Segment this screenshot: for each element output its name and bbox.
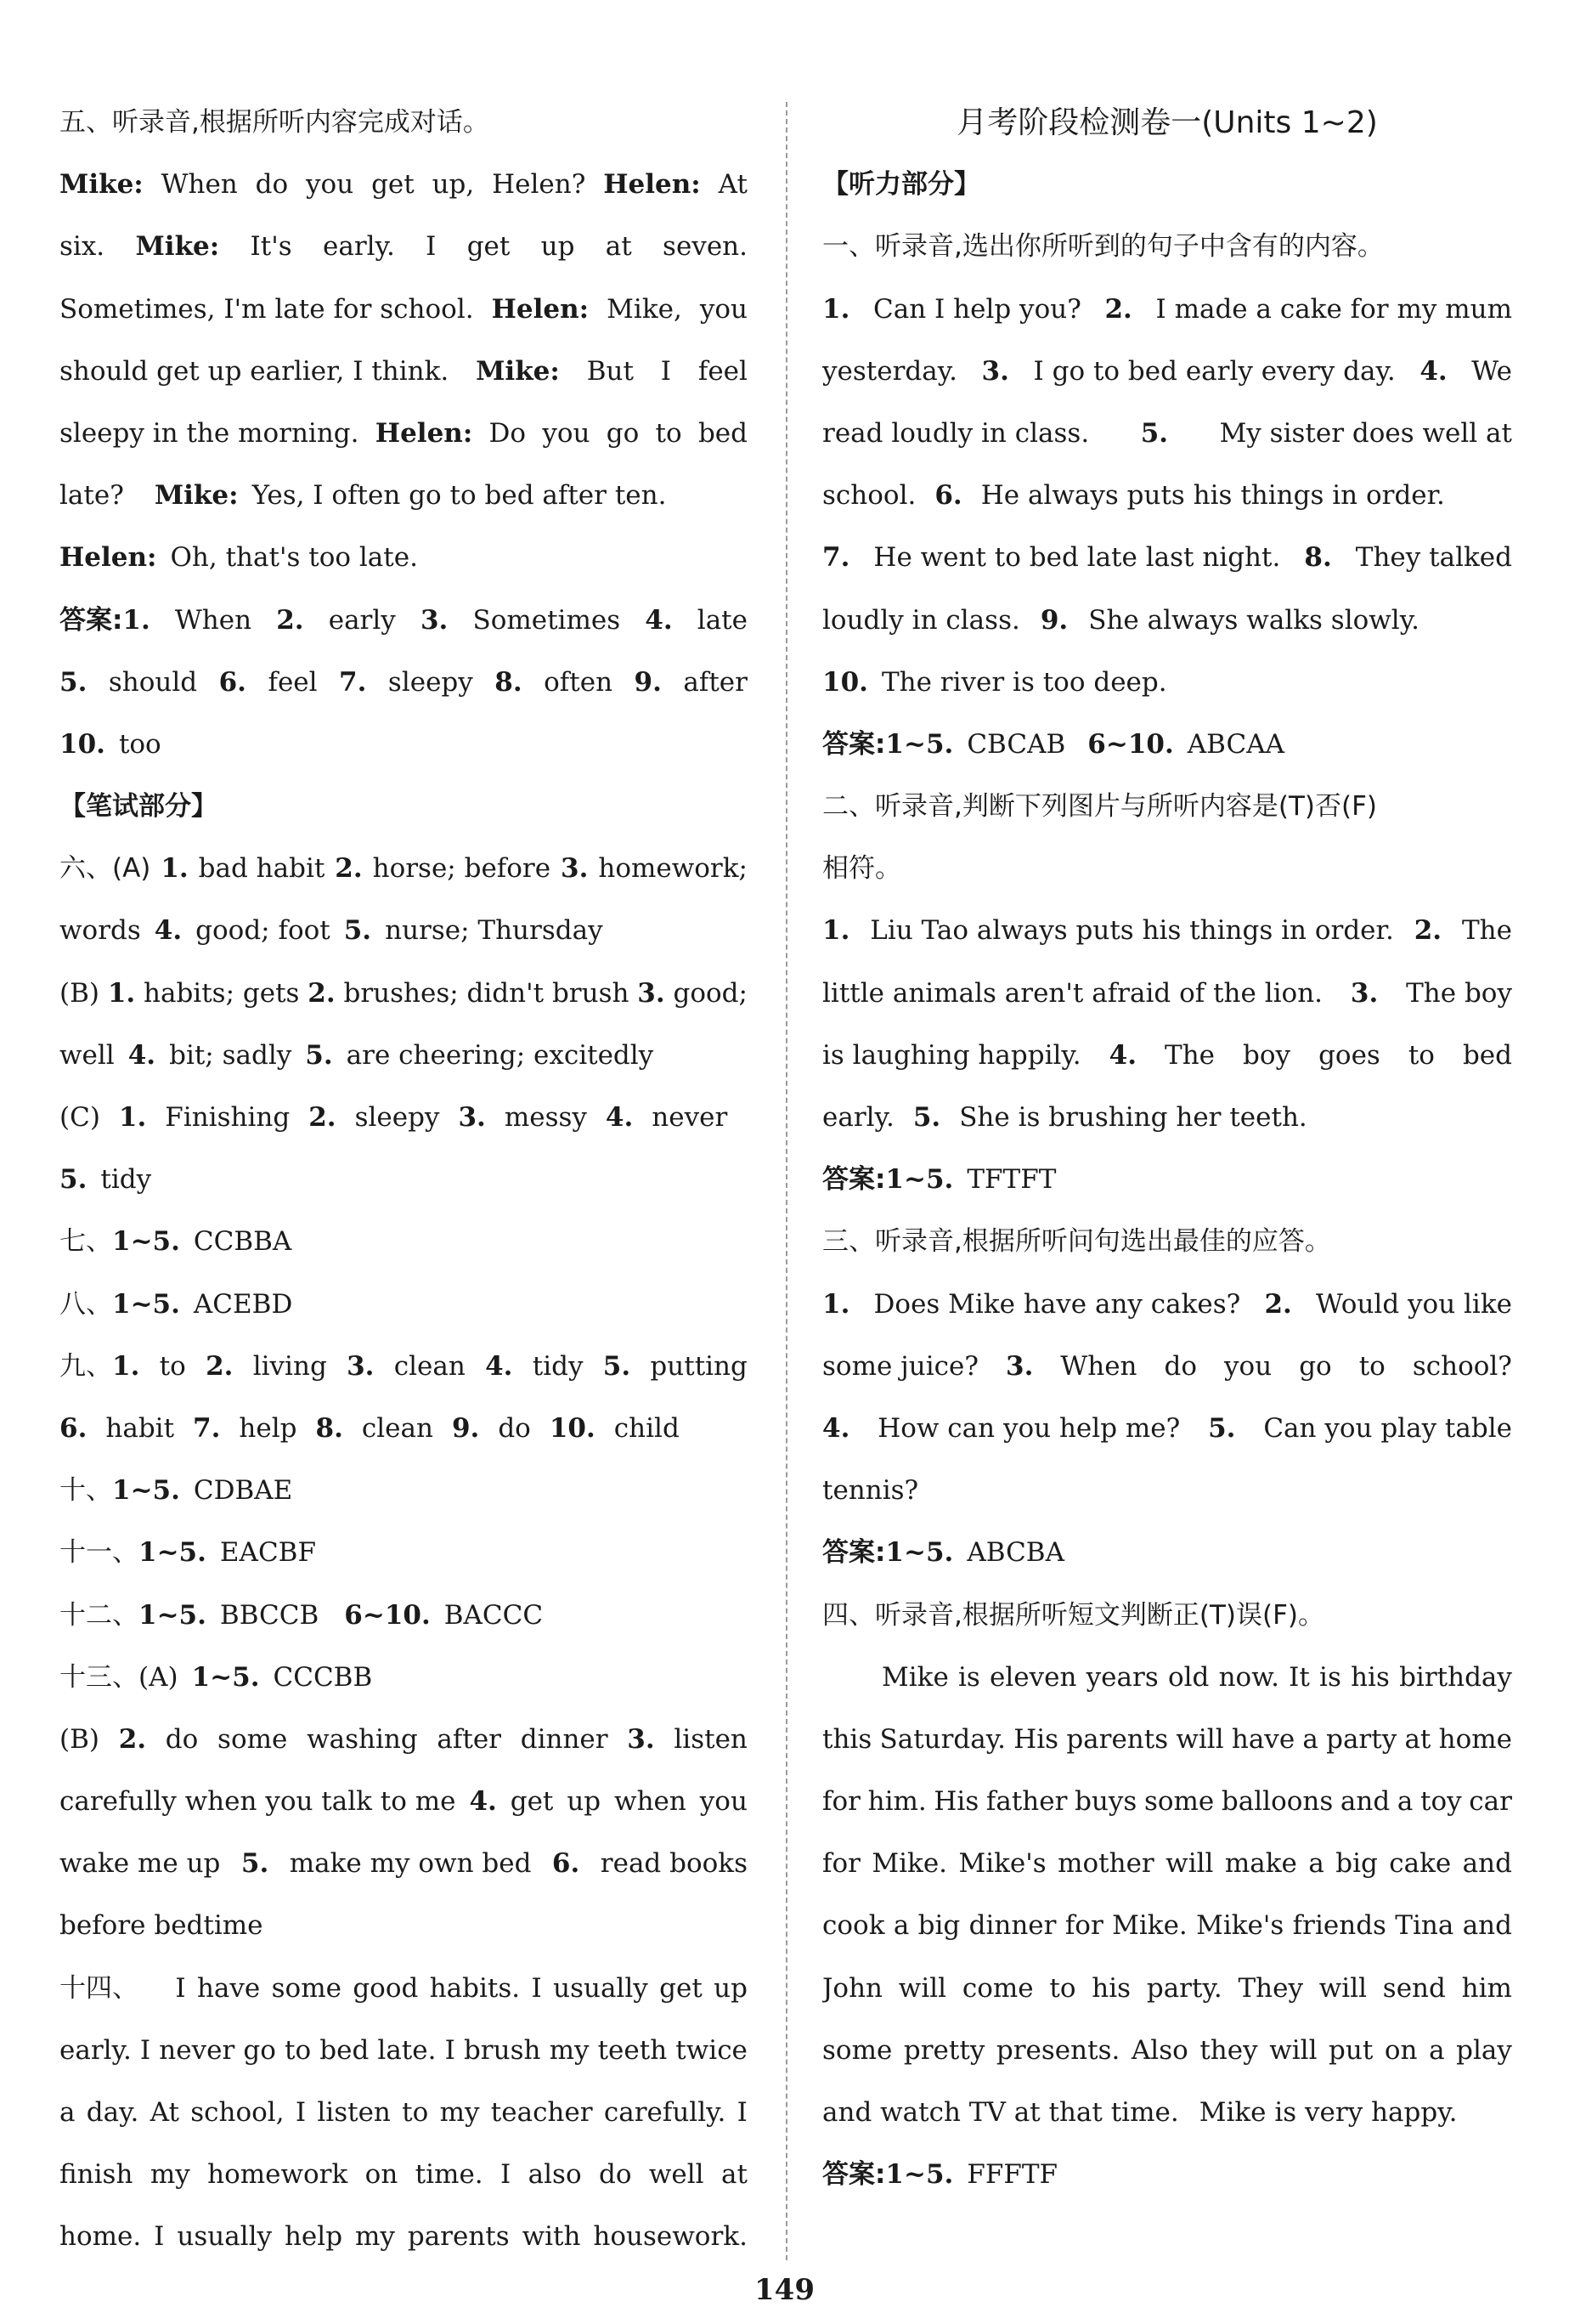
q3-line-1: 1. Does Mike have any cakes? 2. Would you like [822,1288,1512,1320]
q4-line-2: this Saturday. His parents will have a party at home [822,1723,1512,1755]
q5-dialog-line-4: should get up earlier, I think. Mike: But I feel [59,355,748,387]
q2-line-4: early. 5. She is brushing her teeth. [822,1102,1307,1133]
q13-line-1: 十三、(A) 1~5. CCCBB [59,1661,373,1693]
q2-header-line-2: 相符。 [822,853,901,885]
q8-answer: 八、1~5. ACEBD [59,1288,293,1320]
q13-line-4: wake me up 5. make my own bed 6. read books [59,1848,748,1880]
q3-header: 三、听录音,根据所听问句选出最佳的应答。 [822,1226,1331,1258]
q2-line-2: little animals aren't afraid of the lion. 3. The boy [822,977,1512,1009]
listening-section-header: 【听力部分】 [822,169,980,201]
q14-line-4: finish my homework on time. I also do well at [59,2159,748,2191]
q14-line-3: a day. At school, I listen to my teacher carefully. I [59,2097,748,2128]
q6-line-4: well 4. bit; sadly 5. are cheering; excitedly [59,1039,654,1071]
q5-header: 五、听录音,根据所听内容完成对话。 [59,107,489,138]
q12-answer: 十二、1~5. BBCCB 6~10. BACCC [59,1599,544,1631]
q13-line-3: carefully when you talk to me 4. get up when you [59,1786,748,1818]
q4-line-4: for Mike. Mike's mother will make a big cake and [822,1848,1512,1880]
page-number: 149 [754,2273,815,2307]
q4-line-8: and watch TV at that time. Mike is very happy. [822,2097,1458,2128]
q2-line-3: is laughing happily. 4. The boy goes to bed [822,1039,1512,1071]
q1-line-3: read loudly in class. 5. My sister does well at [822,417,1512,449]
q5-dialog-line-1: Mike: When do you get up, Helen? Helen: At [59,169,748,201]
q5-dialog-line-5: sleepy in the morning. Helen: Do you go to bed [59,417,748,449]
exam-title: 月考阶段检测卷一(Units 1~2) [957,105,1378,140]
q6-line-1: 六、(A) 1. bad habit 2. horse; before 3. homework; [59,853,748,885]
q5-dialog-line-3: Sometimes, I'm late for school. Helen: Mike, you [59,293,748,325]
q4-line-1: Mike is eleven years old now. It is his birthday [882,1661,1512,1693]
q6-line-6: 5. tidy [59,1164,152,1196]
q1-line-2: yesterday. 3. I go to bed early every day. 4. We [822,355,1512,387]
q4-answer: 答案:1~5. FFFTF [822,2159,1058,2191]
q13-line-2: (B) 2. do some washing after dinner 3. listen [59,1723,748,1755]
q3-answer: 答案:1~5. ABCBA [822,1537,1064,1569]
q4-header: 四、听录音,根据所听短文判断正(T)误(F)。 [822,1599,1324,1631]
q3-line-2: some juice? 3. When do you go to school? [822,1350,1512,1382]
q5-answers-line-3: 10. too [59,728,161,760]
q7-answer: 七、1~5. CCBBA [59,1226,292,1258]
q1-header: 一、听录音,选出你所听到的句子中含有的内容。 [822,231,1384,263]
q1-line-6: loudly in class. 9. She always walks slowly. [822,604,1419,636]
q5-answers-line-2: 5. should 6. feel 7. sleepy 8. often 9. after [59,666,748,698]
q6-line-2: words 4. good; foot 5. nurse; Thursday [59,915,603,947]
q1-answer: 答案:1~5. CBCAB 6~10. ABCAA [822,728,1285,760]
q5-answers-line-1: 答案:1. When 2. early 3. Sometimes 4. late [59,604,748,636]
q5-dialog-line-2: six. Mike: It's early. I get up at seven. [59,231,748,263]
left-column [59,92,748,2269]
q4-line-6: John will come to his party. They will send him [822,1972,1512,2004]
q14-line-2: early. I never go to bed late. I brush my teeth twice [59,2034,748,2066]
q9-line-2: 6. habit 7. help 8. clean 9. do 10. child [59,1412,680,1444]
q10-answer: 十、1~5. CDBAE [59,1475,293,1507]
q3-line-3: 4. How can you help me? 5. Can you play table [822,1412,1512,1444]
q2-answer: 答案:1~5. TFTFT [822,1164,1057,1196]
q9-line-1: 九、1. to 2. living 3. clean 4. tidy 5. putting [59,1350,748,1382]
right-column [822,92,1512,2206]
q3-line-4: tennis? [822,1475,919,1507]
q6-line-3: (B) 1. habits; gets 2. brushes; didn't brush 3. good; [59,977,748,1009]
q2-header-line-1: 二、听录音,判断下列图片与所听内容是(T)否(F) [822,791,1377,823]
q1-line-5: 7. He went to bed late last night. 8. They talked [822,542,1512,574]
q6-line-5: (C) 1. Finishing 2. sleepy 3. messy 4. never [59,1102,728,1133]
q2-line-1: 1. Liu Tao always puts his things in order. 2. The [822,915,1512,947]
q14-line-1: 十四、 I have some good habits. I usually get up [59,1972,748,2004]
q11-answer: 十一、1~5. EACBF [59,1537,316,1569]
q4-line-3: for him. His father buys some balloons and a toy car [822,1786,1512,1818]
column-divider [786,102,787,2260]
q5-dialog-line-7: Helen: Oh, that's too late. [59,542,418,574]
written-section-header: 【笔试部分】 [59,791,217,823]
q14-line-5: home. I usually help my parents with housework. [59,2221,748,2253]
q5-dialog-line-6: late? Mike: Yes, I often go to bed after ten. [59,480,667,512]
q1-line-1: 1. Can I help you? 2. I made a cake for my mum [822,293,1512,325]
q13-line-5: before bedtime [59,1910,263,1942]
q1-line-7: 10. The river is too deep. [822,666,1167,698]
q1-line-4: school. 6. He always puts his things in order. [822,480,1445,512]
q4-line-5: cook a big dinner for Mike. Mike's friends Tina and [822,1910,1512,1942]
q4-line-7: some pretty presents. Also they will put on a play [822,2034,1512,2066]
